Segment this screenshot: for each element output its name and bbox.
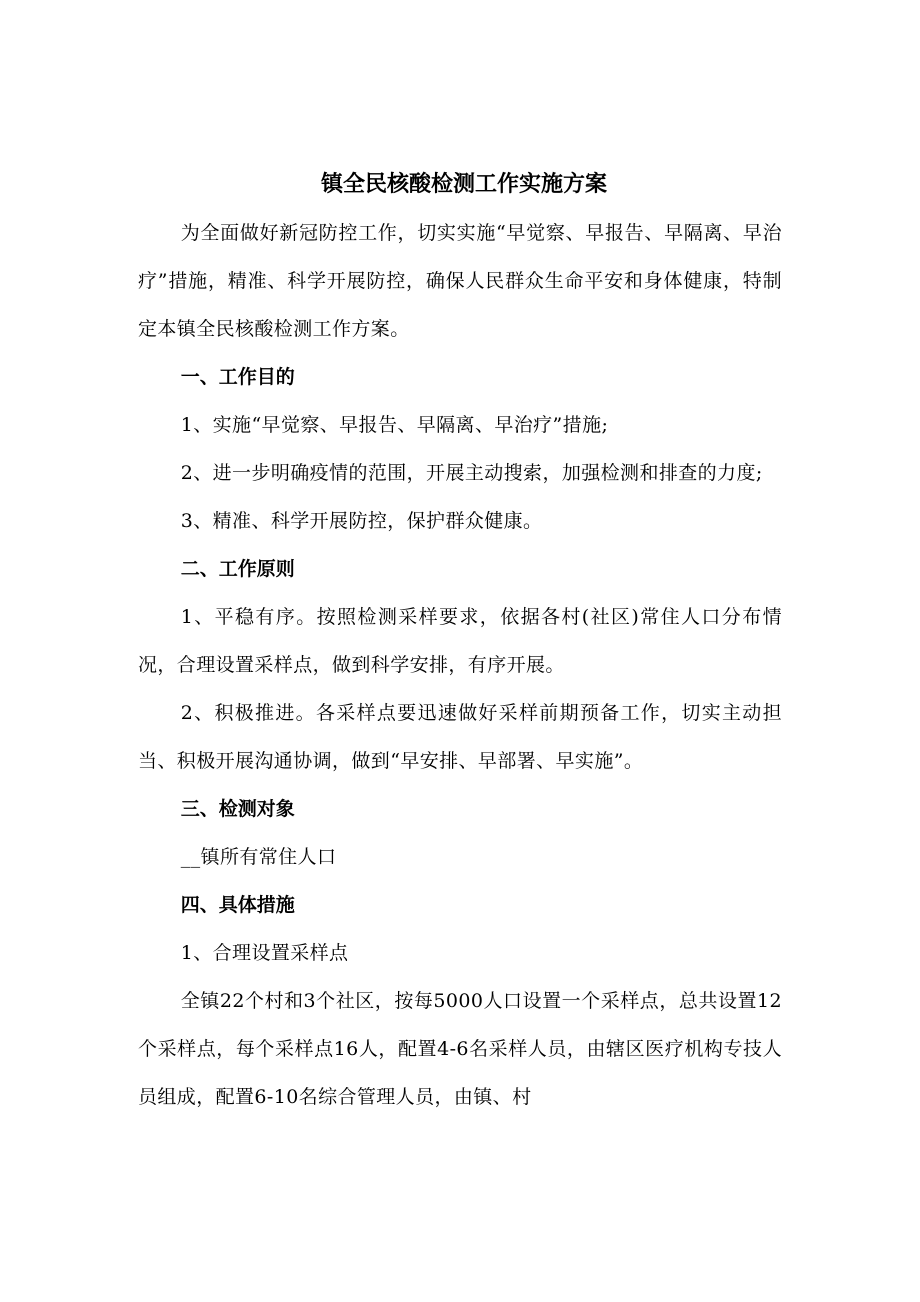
principle-item-2: 2、积极推进。各采样点要迅速做好采样前期预备工作，切实主动担当、积极开展沟通协调，做到“早安排、早部署、早实施”。: [138, 702, 782, 772]
purpose-item-2: 2、进一步明确疫情的范围，开展主动搜索，加强检测和排查的力度;: [180, 462, 763, 484]
document-title: 镇全民核酸检测工作实施方案: [320, 172, 607, 197]
section-heading-purpose: 一、工作目的: [180, 366, 295, 388]
measures-subheading: 1、合理设置采样点: [180, 942, 349, 964]
section-heading-targets: 三、检测对象: [180, 798, 295, 820]
purpose-item-1: 1、实施“早觉察、早报告、早隔离、早治疗”措施;: [180, 414, 609, 436]
section-heading-principles: 二、工作原则: [180, 558, 295, 580]
targets-text: __镇所有常住人口: [180, 846, 337, 868]
document-page: [138, 163, 782, 1121]
intro-paragraph: 为全面做好新冠防控工作，切实实施“早觉察、早报告、早隔离、早治疗”措施，精准、科学开展防控，确保人民群众生命平安和身体健康，特制定本镇全民核酸检测工作方案。: [138, 222, 782, 340]
purpose-item-3: 3、精准、科学开展防控，保护群众健康。: [180, 510, 543, 532]
principle-item-1: 1、平稳有序。按照检测采样要求，依据各村(社区)常住人口分布情况，合理设置采样点，做到科学安排，有序开展。: [138, 606, 782, 676]
section-heading-measures: 四、具体措施: [180, 894, 295, 916]
measures-text: 全镇22个村和3个社区，按每5000人口设置一个采样点，总共设置12个采样点，每个采样点16人，配置4-6名采样人员，由辖区医疗机构专技人员组成，配置6-10名综合管理人员，由镇、村: [138, 990, 782, 1108]
